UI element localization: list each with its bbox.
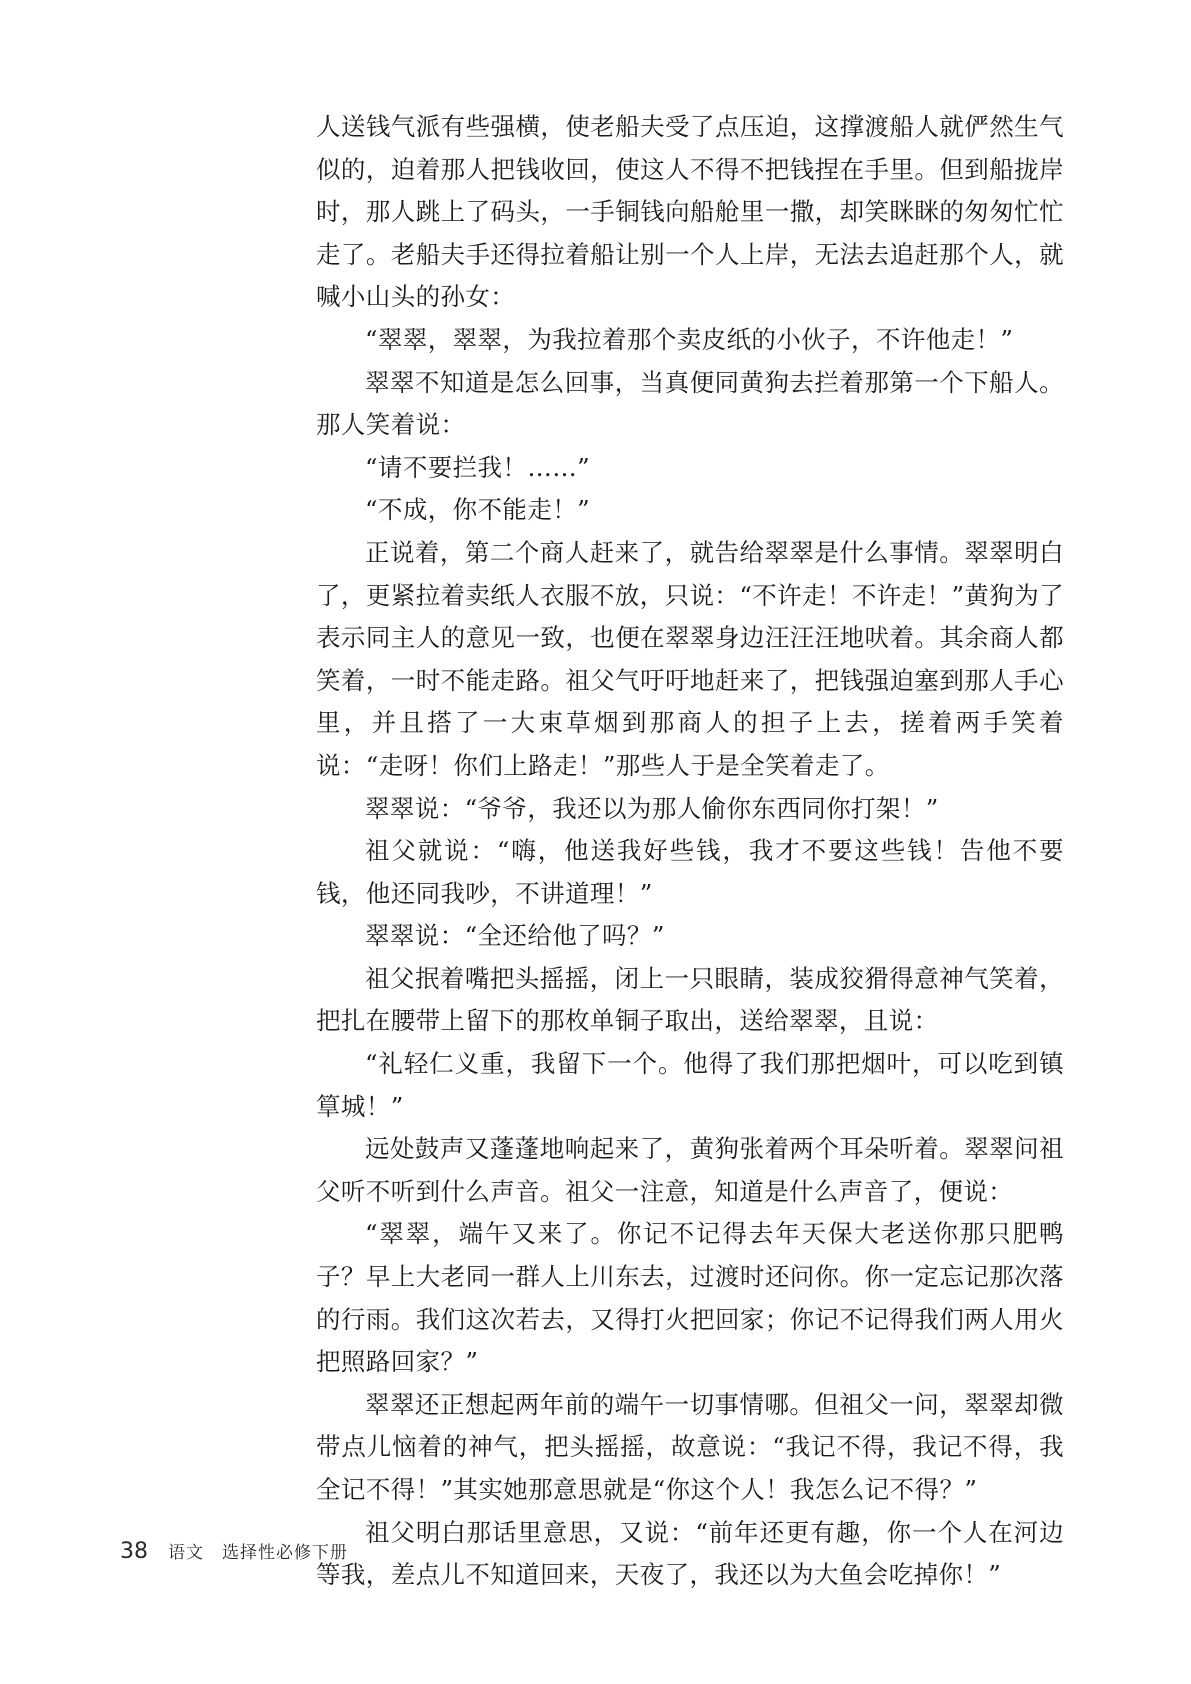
paragraph: 远处鼓声又蓬蓬地响起来了，黄狗张着两个耳朵听着。翠翠问祖父听不听到什么声音。祖父一注意，知道是什么声音了，便说： — [316, 1134, 1064, 1206]
page-footer — [120, 1538, 348, 1564]
paragraph: 祖父抿着嘴把头摇摇，闭上一只眼睛，装成狡猾得意神气笑着，把扎在腰带上留下的那枚单铜子取出，送给翠翠，且说： — [316, 963, 1064, 1036]
paragraph: “礼轻仁义重，我留下一个。他得了我们那把烟叶，可以吃到镇筸城！” — [316, 1049, 1064, 1121]
paragraph: “不成，你不能走！” — [365, 495, 591, 525]
paragraph: “翠翠，端午又来了。你记不记得去年天保大老送你那只肥鸭子？早上大老同一群人上川东去，过渡时还问你。你一定忘记那次落的行雨。我们这次若去，又得打火把回家；你记不记得我们两人用火把照路回家？” — [316, 1219, 1064, 1377]
book-title: 语文 选择性必修下册 — [168, 1543, 348, 1563]
paragraph: 正说着，第二个商人赶来了，就告给翠翠是什么事情。翠翠明白了，更紧拉着卖纸人衣服不放，只说：“不许走！不许走！”黄狗为了表示同主人的意见一致，也便在翠翠身边汪汪汪地吠着。其余商人都笑着，一时不能走路。祖父气吁吁地赶来了，把钱强迫塞到那人手心里，并且搭了一大束草烟到那商人的担子上去，搓着两手笑着说：“走呀！你们上路走！”那些人于是全笑着走了。 — [316, 537, 1064, 780]
paragraph: 祖父明白那话里意思，又说：“前年还更有趣，你一个人在河边等我，差点儿不知道回来，天夜了，我还以为大鱼会吃掉你！” — [316, 1517, 1064, 1590]
paragraph: 祖父就说：“嗨，他送我好些钱，我才不要这些钱！告他不要钱，他还同我吵，不讲道理！” — [316, 836, 1064, 908]
paragraph: 翠翠不知道是怎么回事，当真便同黄狗去拦着那第一个下船人。那人笑着说： — [316, 367, 1064, 440]
body-text — [316, 106, 1064, 1597]
paragraph: 翠翠还正想起两年前的端午一切事情哪。但祖父一问，翠翠却微带点儿恼着的神气，把头摇摇，故意说：“我记不得，我记不得，我全记不得！”其实她那意思就是“你这个人！我怎么记不得？” — [316, 1389, 1064, 1504]
paragraph: “请不要拦我！……” — [365, 452, 591, 482]
paragraph: 翠翠说：“爷爷，我还以为那人偷你东西同你打架！” — [365, 793, 939, 823]
paragraph: “翠翠，翠翠，为我拉着那个卖皮纸的小伙子，不许他走！” — [365, 324, 1014, 354]
paragraph: 翠翠说：“全还给他了吗？” — [365, 921, 665, 951]
paragraph: 人送钱气派有些强横，使老船夫受了点压迫，这撑渡船人就俨然生气似的，迫着那人把钱收回，使这人不得不把钱捏在手里。但到船拢岸时，那人跳上了码头，一手铜钱向船舱里一撒，却笑眯眯的匆匆忙忙走了。老船夫手还得拉着船让别一个人上岸，无法去追赶那个人，就喊小山头的孙女： — [316, 112, 1064, 312]
page-number: 38 — [120, 1539, 148, 1564]
